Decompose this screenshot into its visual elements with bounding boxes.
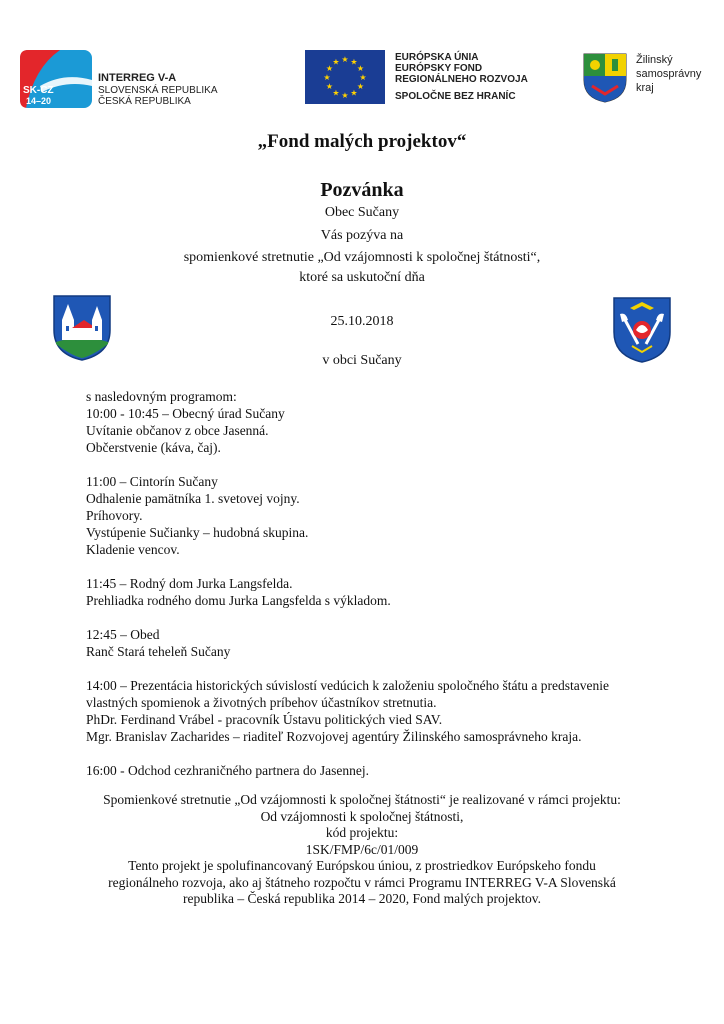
svg-text:★: ★ — [350, 88, 358, 98]
program-line: Prehliadka rodného domu Jurka Langsfelda s výkladom. — [86, 593, 391, 608]
heading-line1: Obec Sučany — [324, 205, 400, 220]
program-gap — [86, 745, 686, 762]
svg-text:★: ★ — [356, 64, 365, 73]
interreg-logo — [20, 50, 240, 112]
svg-text:★: ★ — [325, 64, 334, 73]
eu-line2: EURÓPSKY FOND — [395, 63, 483, 74]
interreg-years: 14–20 — [26, 96, 52, 106]
program-line: 11:45 – Rodný dom Jurka Langsfelda. — [86, 576, 293, 591]
program-line: vlastných spomienok a životných príbehov účastníkov stretnutia. — [86, 695, 437, 710]
heading-line4: ktoré sa uskutoční dňa — [299, 270, 425, 285]
program-gap — [86, 660, 686, 677]
program-line: Uvítanie občanov z obce Jasenná. — [86, 423, 269, 438]
program-line: Odhalenie pamätníka 1. svetovej vojny. — [86, 491, 300, 506]
eu-line3: REGIONÁLNEHO ROZVOJA — [395, 74, 528, 85]
program-line: Občerstvenie (káva, čaj). — [86, 440, 221, 455]
zilina-line3: kraj — [636, 82, 654, 94]
zilina-line2: samosprávny — [636, 68, 702, 80]
program-gap — [86, 558, 686, 575]
fund-title: „Fond malých projektov“ — [257, 131, 467, 152]
interreg-line2: ČESKÁ REPUBLIKA — [98, 96, 191, 107]
invitation-title: Pozvánka — [320, 179, 404, 201]
interreg-badge: SK-CZ — [23, 85, 54, 96]
svg-text:★: ★ — [332, 88, 340, 98]
svg-text:★: ★ — [325, 82, 334, 91]
zilina-line1: Žilinský — [636, 54, 673, 66]
program-line: Príhovory. — [86, 508, 143, 523]
program-blocks — [86, 405, 686, 779]
program-line: 11:00 – Cintorín Sučany — [86, 474, 218, 489]
svg-text:★: ★ — [341, 91, 349, 100]
svg-text:★: ★ — [323, 73, 331, 82]
program — [86, 388, 686, 779]
event-date: 25.10.2018 — [330, 314, 394, 329]
program-line: 14:00 – Prezentácia historických súvislostí vedúcich k založeniu spoločného štátu a predstavenie — [86, 678, 609, 693]
program-line: 10:00 - 10:45 – Obecný úrad Sučany — [86, 406, 285, 421]
program-line: Vystúpenie Sučianky – hudobná skupina. — [86, 525, 309, 540]
program-line: Ranč Stará teheleň Sučany — [86, 644, 231, 659]
eu-flag-icon — [305, 50, 385, 104]
footer-line1: Spomienkové stretnutie „Od vzájomnosti k spoločnej štátnosti“ je realizované v rámci projektu: — [103, 792, 621, 807]
svg-text:★: ★ — [341, 55, 349, 64]
footer-line4: 1SK/FMP/6c/01/009 — [305, 841, 419, 857]
interreg-line1: SLOVENSKÁ REPUBLIKA — [98, 85, 218, 96]
footer-line2: Od vzájomnosti k spoločnej štátnosti, — [260, 808, 464, 824]
project-footer — [40, 792, 684, 908]
event-place: v obci Sučany — [322, 353, 402, 368]
interreg-title: INTERREG V-A — [98, 72, 177, 84]
zilina-logo — [582, 52, 722, 108]
jasenna-crest-icon — [612, 296, 672, 364]
footer-line5: Tento projekt je spolufinancovaný Európskou úniou, z prostriedkov Európskeho fondu — [128, 858, 596, 873]
footer-line7: republika – Česká republika 2014 – 2020, Fond malých projektov. — [183, 891, 541, 906]
eu-line1: EURÓPSKA ÚNIA — [395, 52, 479, 63]
eu-logo — [305, 50, 545, 110]
program-gap — [86, 609, 686, 626]
program-line: 16:00 - Odchod cezhraničného partnera do Jasennej. — [86, 763, 370, 778]
program-line: Mgr. Branislav Zacharides – riaditeľ Rozvojovej agentúry Žilinského samosprávneho kraja. — [86, 729, 582, 744]
svg-text:★: ★ — [350, 57, 358, 67]
program-gap — [86, 456, 686, 473]
footer-line3: kód projektu: — [325, 825, 399, 840]
heading-line3: spomienkové stretnutie „Od vzájomnosti k spoločnej štátnosti“, — [183, 250, 541, 265]
svg-text:★: ★ — [359, 73, 367, 82]
svg-text:★: ★ — [332, 57, 340, 67]
program-intro: s nasledovným programom: — [86, 389, 237, 404]
footer-line6: regionálneho rozvoja, ako aj štátneho rozpočtu v rámci Programu INTERREG V-A Slovenská — [108, 874, 616, 890]
program-line: PhDr. Ferdinand Vrábel - pracovník Ústavu politických vied SAV. — [86, 712, 443, 727]
heading-line2: Vás pozýva na — [320, 228, 404, 243]
sucany-crest-icon — [52, 294, 112, 362]
eu-line4: SPOLOČNE BEZ HRANÍC — [395, 91, 516, 102]
zilina-crest-icon — [582, 52, 628, 104]
program-line: Kladenie vencov. — [86, 542, 180, 557]
program-line: 12:45 – Obed — [86, 627, 160, 642]
svg-text:★: ★ — [356, 82, 365, 91]
